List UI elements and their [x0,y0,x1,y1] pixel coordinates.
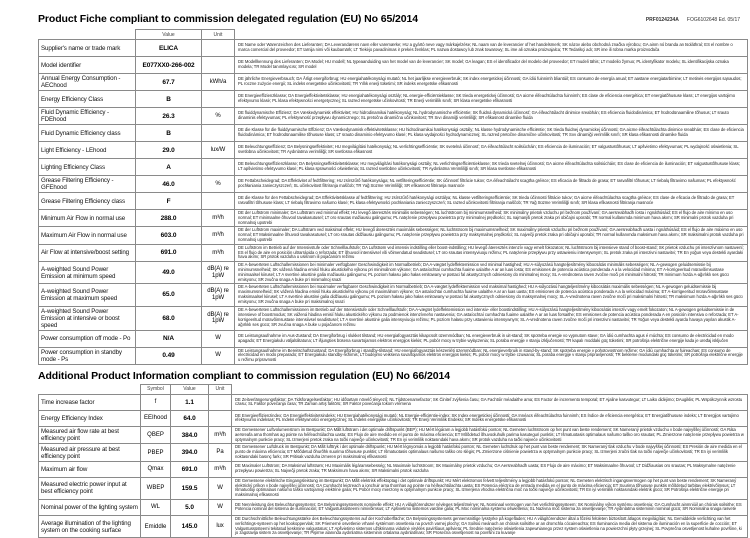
cell-unit: m³/h [202,227,235,244]
cell-label: Minimum Air Flow in normal use [39,210,136,227]
cell-desc: DE A-bewerteten Luftschallemissionen bei maximaler verfügbarer Geschwindigkeit im Normalbetrieb; DA A-vægtet lydeffektemission ved maksimal hastighed; HU A-súlyozású hangteljesítmény kibocsátás maximális sebességen; NL A-gewogen geluidsemissie bij maximumsnelheid; SK vážená hladina emisií hluku akustického výkonu pri maximálnom výkone; GA astaíochtaí cumhachta fuaime ualaithe A ar an luas uasta; ES emisiones de potencia acústica ponderada A a la velocidad máxima; ET A-korrigeeritud müravõimsustase maksimaalsel kiirusel; LT A svertinė akustinė galia didžiausiu galingumu; PL poziom hałasu jako hałas emitowany w postaci fal akustycznych odniesiony do maksymalnej mocy; SL A-vrednotena raven zvočne moči pri maksimalni hitrosti; TR maksimum hızda A-ağırlıklı ses gücü emisyonu; SR zvučna snaga A buke pri maksimalnoj snazi [235,284,748,306]
table-row [39,125,748,142]
cell-unit: m³/h [202,210,235,227]
cell-unit: W [209,499,232,515]
cell-value: 603.0 [136,227,202,244]
table-row [39,159,748,176]
table-row [39,40,748,57]
page-title: Product Fiche compliant to commission delegated regulation (EU) No 65/2014 [38,13,419,25]
cell-desc: DE Gemessener Luftvolumenstrom im Bestpunkt; DA Målt luftstrøm i det optimale driftspunkt (BEP); HU Mért légáram a legjobb hatásfokú ponton; NL Gemeten luchtstroom op het punt van beste rendement; SK Nameraný prietok vzduchu v bode najvyššej účinnosti; GA Ráta aersreafa arna thomhas ag pointe na héifeachtúlachta uasta; ES Flujo de aire medido en el punto de máxima eficiencia; ET Mõõdetud õhuvooluhulk parima kasuteguri punktis; LT Išmatuotasis optimalaus našumo taško oro srautas; PL Zmierzone natężenie przepływu powietrza w optymalnym punkcie pracy; SL Izmerjeni pretok zraka na točki največje učinkovitosti; TR En iyi verimlilik noktasındaki hava akımı; SR protok vazduha na tački najveće učinkovitosti [232,426,748,443]
table-row [39,444,748,461]
cell-label: Air Flow at intensive/boost setting [39,244,136,261]
cell-symbol: PBEP [141,444,171,461]
cell-desc: DE Energieeffizienzklasse; DA Energieffektivitetsklasse; HU energiahatékonysági osztály; NL energie-efficiëntieklasse; SK trieda energetickej účinnosti; GA aicme éifeachtúlachta fuinnimh; ES clase de eficiencia energética; ET energiatõhususe klass; LT energijos vartojimo efektyvumo klasė; PL klasa efektywności energetycznej; SL razred energetske učinkovitosti; TR Enerji verimlilik sınıfı; SR klasa energetske efikasnosti [235,91,748,108]
cell-label: A-weighted Sound Power Emission at maximum speed [39,284,136,306]
cell-desc: DE Nennleistung des Beleuchtungssystems; DA Belysningssystemets nominelle effekt; HU A világítórendszer névleges teljesítménye; NL Nominaal vermogen van het verlichtingssysteem; SK Nominálny výkon systému osvetlenia; GA Cumhacht ainmniúil an chórais soilsithe; ES Potencia nominal del sistema de iluminación; ET Valgustussüsteemi nimivõimsus; LT Apšvietimo sistemos vardinė galia; PL Moc nominalna systemu oświetlenia; SL Nazivna moč sistema za osvetljevanje; TR Aydınlatma sisteminin nominal gücü; SR Nominalna snaga rasvete [232,499,748,515]
cell-label: Nominal power of the lighting system [39,499,141,515]
cell-label: Average illumination of the lighting system on the cooking surface [39,515,141,537]
column-header-symbol: Symbol [141,384,171,394]
cell-label: Measured air flow rate at best efficiency point [39,426,141,443]
cell-label: Time increase factor [39,394,141,410]
cell-desc: DE Leistungsaufnahme im Bereitschaftszustand; DA Energiforbrug i standby-tilstand; HU energiafogyasztás készenléti üzemmódban; NL energieverbruik in stand-by-stand; SK spotreba energie v pohotovostnom režime; GA ídiú cumhachta ar fuireachas; ES consumo de electricidad en modo preparado; ET Energiakulu standby-režiimis; LT budėjimo veiksena suvartojamos elektros energijos kiekis; PL pobór mocy w trybie czuwania; SL poraba energije v stanju pripravljenosti; TR bekleme modundaki güç tüketimi; SR potrošnja električne energije u režimu pripravnosti [235,347,748,364]
cell-value: B [136,91,202,108]
cell-value: 0.49 [136,347,202,364]
document-codes [646,17,740,23]
cell-value: 691.0 [136,244,202,261]
cell-label: Maximum Air Flow in normal use [39,227,136,244]
additional-info-title: Additional Product Information compliant to commission regulation (EU) No 66/2014 [38,369,450,382]
cell-unit [209,394,232,410]
table-row [39,227,748,244]
header-spacer [235,30,748,40]
cell-desc: DE Maximaler Luftstrom; DA Maksimal luftstrøm; HU Maximális légáramsebesség; NL Maximale luchtstroom; SK Maximálny prietok vzduchu; GA Aersreabhadh uasta; ES Flujo de aire máximo; ET Maksimaalne õhuvool; LT Didžiausias oro srautas; PL Maksymalne natężenie przepływu powietrza; SL Največji pretok zraka; TR Maksimum hava akımı; SR Maksimalni protok vazduha [232,461,748,477]
header-spacer [39,30,136,40]
cell-desc: DE die Klasse für die fluiddynamische Effizienz; DA Væskedynamisk effektivitetsklasse; HU hidrodinamikai hatékonysági osztály; NL klasse hydrodynamische efficiëntie; SK trieda fluidnej dynamickej účinnosti; GA aicme éifeachtúlachta dinimice sreabhán; ES clase de eficiencia fluidodinámica; ET hüdrodünaamilise tõhususe klass; LT srauto dinaminio efektyvumo klasė; PL klasa wydajności hydrodynamicznej; SL razred pretočne dinamične učinkovitosti; TR Sıvı dinamiği verimlilik sınıfı; SR klasa efikasnosti dinamike fluida [235,125,748,142]
cell-unit: dB(A) re 1pW [202,306,235,330]
cell-unit: m³/h [202,244,235,261]
table-row [39,284,748,306]
cell-desc: DE Durchschnittliche Beleuchtungsstärke des Beleuchtungssystems auf der Kochoberfläche; DA Belysningssystemets gennemsnitlige lysstyrke på kogefladen; HU A világítórendszer által a főzési felületen biztosított átlagos megvilágítás; NL Gemiddelde verlichting van het verlichtings-systeem op het kookoppervlak; SK Priemerné osvetlenie vrhané systémom osvetlenia na povrch varnej plochy; GA Soilsiú meánach an chórais soilsithe ar an dromchla cócaireachta; ES Iluminancia media del sistema de iluminación en la superficie de cocción; ET Valgustussüsteemi tekitatud keskmine valgustatus; LT Apšvietimo sistemos užtikrinama vidutinė viryklės paviršiaus apšvieta; PL Średnie natężenie oświetlenia zapewnianego przez system oświetlenia na powierzchni płyty grzejnej; SL Povprečna osvetljenost kuhalne površine, ki jo zagotavlja sistem za osvetljevanje; TR Pişirme alanında aydınlatma sisteminin ortalama aydınlatması; SR Prosečna osvetljenost na površini za kuvanje [232,515,748,537]
cell-symbol: EEIhood [141,410,171,426]
cell-label: Fluid Dynamic Efficiency class [39,125,136,142]
cell-label: A-weighted Sound Power Emission at intensive or boost speed [39,306,136,330]
cell-label: Model identifier [39,57,136,74]
column-header-unit: Unit [202,30,235,40]
table-row [39,394,748,410]
cell-desc: DE Name oder Warenzeichen des Lieferanten; DA Leverandørens navn eller varemærke; HU a gyártó neve vagy márkajelzése; NL naam van de leverancier of het handelsmerk; SK názov alebo obchodná značka výrobcu; GA ainm nó branda an tsoláthraí; ES el nombre o marca comercial del proveedor; ET tarnija nimi või kaubamärk; LT Tiekėjo pavadinimas ir prekės ženklas; PL nazwa dostawcy lub znak towarowy; SL ime ali oznaka proizvajalca; TR Tedarikçi adı; SR ime ili robna marka proizvođača [235,40,748,57]
cell-label: Fluid Dynamic Efficiency - FDEhood [39,108,136,125]
cell-desc: DE jährliche Energieverbrauch; DA Årligt energiforbrug; HU energiahatékonysági mutató; NL het jaarlijkse energieverbruik; SK index energetickej účinnosti; GA ídiú fuinnimh bliantúil; ES consumo de energía anual; ET aastane energiatarbimine; LT metinės energijos sąnaudos; PL roczne zużycie energii; SL indeks energetske učinkovitosti; TR Yıllık enerji tüketimi; SR indeks energetske efikasnosti [235,74,748,91]
table-row [39,108,748,125]
cell-value: N/A [136,330,202,347]
cell-value: E077XX0-266-002 [136,57,202,74]
product-fiche-table [38,29,748,365]
cell-value: 288.0 [136,210,202,227]
cell-unit: m³/h [209,426,232,443]
cell-unit: dB(A) re 1pW [202,284,235,306]
cell-value: 394.0 [171,444,209,461]
table-row [39,74,748,91]
table-header-row [39,30,748,40]
cell-label: Energy Efficiency Class [39,91,136,108]
doc-edition: FOG6102648 Ed. 05/17 [686,17,740,23]
cell-unit: % [202,176,235,193]
cell-desc: DE Energieeffizienzindex; DA Energieffektivitetsindeks; HU Energiahatékonysági mutató; NL Energie-efficiëntie-index; SK Index energetickej účinnosti; GA Innéacs éifeachtúlachta fuinnimh; ES Índice de eficiencia energética; ET Energiatõhususe indeks; LT Energijos vartojimo efektyvumo indeksas; PL Indeks efektywności energetycznej; SL Indeks energijske učinkovitosti; TR Enerji Verimlilik Endeksi; SR Indeks energetske efikasnosti [232,410,748,426]
table-row [39,477,748,499]
cell-value: 159.5 [171,477,209,499]
table-row [39,91,748,108]
cell-unit: lux [209,515,232,537]
cell-desc: DE fluiddynamische Effizienz; DA Væskedynamisk effektivitet; HU hidrodinamikai hatékonyság; NL hydrodynamische efficiëntie; SK fluidná dynamická účinnosť; GA éifeachtúlacht dinimice sreabhán; ES eficiencia fluidodinámica; ET hüdrodünaamiline tõhusus; LT srauto dinaminis efektyvumas; PL efektywność przepływu dynamicznego; SL pretočna dinamična učinkovitost; TR Sıvı dinamiği verimliliği; SR efikasnost dinamike fluida [235,108,748,125]
cell-desc: DE Modellkennung des Lieferanten; DA Model; HU modell; NL typeaanduiding van het model van de leverancier; SK model; GA leagan; ES el identificador del modelo del proveedor; ET mudeli tähis; LT modelio žymuo; PL identyfikator modelu; SL identifikacijska oznaka modela; TR Model tanımlayıcısı; SR model [235,57,748,74]
cell-desc: DE Beleuchtungseffizienz; DA Belysningseffektivitet; HU megvilágítási hatékonyság; NL verlichtingsefficiëntie; SK svetelná účinnosť; GA éifeachtúlacht soilsiúcháin; ES eficiencia de iluminación; ET valgustustõhusus; LT apšvietimo efektyvumas; PL wydajność oświetlenia; SL svetlobna učinkovitost; TR Aydınlatma verimliliği; SR svetlosna efikasnost [235,142,748,159]
cell-value: 67.7 [136,74,202,91]
cell-desc: DE der Luftstrom minimaler; DA Luftstrøm ved minimal effekt; HU levegő áteresztés minimális sebességen; NL luchtstroom bij minimumsnelheid; SK minimálny prietok vzduchu pri bežnom používaní; GA aersreabhadh íosta i ngnáthúsáid; ES el flujo de aire mínimo en uso normal; ET minimaalne õhuvool tavakasutusel; LT oro srautas mažiausiu galingumu; PL natężenie przepływu powietrza przy minimalnej prędkości; SL najmanjši pretok zraka pri običajni uporabi; TR normal kullanımda minimum hava akımı; SR minimalni protok vazduha pri normalnoj upotrebi [235,210,748,227]
table-row [39,515,748,537]
table-row [39,193,748,210]
cell-unit: m³/h [209,461,232,477]
cell-desc: DE A-bewerteten Luftschallemissionen bei minimaler verfügbarer Geschwindigkeit im Normalbetrieb; DA A-vægtet lydeffektemission ved minimal hastighed; HU A-súlyozású hangteljesítmény kibocsátás minimális sebességen; NL A-gewogen geluidsemissie bij minimumsnelheid; SK vážená hladina emisií hluku akustického výkonu pri minimálnom výkone; GA astaíochtaí cumhachta fuaime ualaithe A ar an luas íosta; ES emisiones de potencia acústica ponderada A a la velocidad mínima; ET A-korrigeeritud müravõimsustase minimaalsel kiirusel; LT A svertinė akustinė galia mažiausiu galingumu; PL poziom hałasu jako hałas emitowany w postaci fal akustycznych odniesiony do minimalnej mocy; SL A-vrednotena raven zvočne moči pri minimalni hitrosti; TR minimum hızda A-ağırlıklı ses gücü emisyonu; SR zvučna snaga A buke pri minimalnoj snazi [235,262,748,284]
table-row [39,176,748,193]
cell-unit [202,159,235,176]
cell-symbol: WBEP [141,477,171,499]
cell-value: 29.0 [136,142,202,159]
cell-value: 5.0 [171,499,209,515]
cell-label: Measured electric power input at best efficiency point [39,477,141,499]
cell-label: Power consumption in standby mode - Ps [39,347,136,364]
cell-unit: kWh/a [202,74,235,91]
table-row [39,262,748,284]
cell-desc: DE Beleuchtungseffizienzklasse; DA Belysningseffektivitetsklasse; HU megvilágítási hatékonysági osztály; NL verlichtingsefficiëntieklasse; SK trieda svetelnej účinnosti; GA aicme éifeachtúlachta soilsiúcháin; ES clase de eficiencia de iluminación; ET valgustustõhususe klass; LT apšvietimo efektyvumo klasė; PL klasa sprawności oświetlenia; SL razred svetlobne učinkovitosti; TR Aydınlatma Verimliliği sınıfı; SR klasa svetlosne efikasnosti [235,159,748,176]
cell-value: 384.0 [171,426,209,443]
table-row [39,306,748,330]
cell-label: Supplier's name or trade mark [39,40,136,57]
cell-unit: W [202,347,235,364]
cell-unit [202,57,235,74]
cell-value: 65.0 [136,284,202,306]
cell-label: Maximum air flow [39,461,141,477]
table-row [39,347,748,364]
cell-value: A [136,159,202,176]
cell-label: Energy Efficiency Index [39,410,141,426]
cell-value: ELICA [136,40,202,57]
column-header-value: Value [171,384,209,394]
table-row [39,410,748,426]
cell-desc: DE die Klasse für den Fettabscheidegrad; DA Effektivitetsklasse af fedtfiltrering; HU zsírszűrő hatékonysági osztálya; NL klasse vetfilteringsefficiëntie; SK trieda účinnosti filtrácie tukov; GA aicme éifeachtúlachta scagtha gréisce; ES clase de eficacia de filtrado de grasa; ET rasvafiltri tõhususe klass; LT riebalų filtravimo našumo klasė; PL klasa efektywności pochłaniania zanieczyszczeń; SL razred učinkovitosti filtriranja maščob; TR Yağ Süzme Verimliliği sınıfı; SR klasa efikasnosti filtriranja masnoće [235,193,748,210]
table-row [39,461,748,477]
cell-desc: DE Luftstrom im Betrieb auf der Intensivstufe oder Schnelllaufstufe; DA Luftstrøm ved intensiv indstilling eller boost-indstilling; HU levegő áteresztés intenzív vagy emelt fokozaton; NL luchtstroom bij intensieve stand of boost-stand; SK prietok vzduchu pri intenzívnom nastavení; ES el flujo de aire en posición ultrarrápida o reforzada; ET õhuvool intensiivsel või võimendatud seadistusel; LT oro srautas intensyviuoju režimu; PL natężenie przepływu przy ustawieniu intensywnym; SL pretok zraka pri intenzivni nastavitvi; TR En yoğun veya destekli ayardaki hava akımı; SR protok vazduha u usisnom ili pojačanom režimu [235,244,748,261]
table-header-row [39,384,748,394]
cell-desc: DE Gemessene elektrische Eingangsleistung im Bestpunkt; DA Målt elektrisk effektoptag i det optimale driftspunkt; HU Mért elektromos felvett teljesítmény a legjobb hatásfokú ponton; NL Gemeten elektrisch ingangsvermogen op het punt van beste rendement; SK Nameraný elektrický príkon v bode najvyššej účinnosti; GA Cumhacht leictreach a ionchuir arna thomhas ag pointe na héifeachtúlachta uasta; ES Potencia eléctrica de entrada medida en el punto de máxima eficiencia; ET Suurima tõhususe punktis mõõdetud tarbitav elektrivõimsus; LT Išmatuotoji optimalaus našumo taško vartojamoji elektrinė galia; PL Pobór mocy mierzony w optymalnym punkcie pracy; SL Izmerjena vhodna električna moč na točki največje učinkovitosti; TR En iyi verimlilik noktasındaki elektrik gücü; SR Potrošnja električne energije pri maksimalnoj efikasnosti [232,477,748,499]
cell-label: A-weighted Sound Power Emission at minimum speed [39,262,136,284]
cell-label: Grease Filtering Efficiency class [39,193,136,210]
cell-symbol: WL [141,499,171,515]
cell-unit: W [209,477,232,499]
cell-symbol: f [141,394,171,410]
table-row [39,244,748,261]
header-spacer [232,384,748,394]
cell-value: 26.3 [136,108,202,125]
additional-info-table [38,384,748,538]
cell-desc: DE Zeitverlängerungsfaktor; DA Tidsforøgelsesfaktor; HU időtartam növelő tényező; NL Tijdstoenamefactor; SK Činiteľ zvýšenia času; GA Fachtóir méadaithe ama; ES Factor de incremento temporal; ET Ajaline kasvutegur; LT Laiko didėjimo; DAugiklis; PL Współczynnik wzrostu czasu; SL Faktor povečanja časa; TR Zaman artış faktörü; SR Faktor povećanja tokom vremena [232,394,748,410]
cell-value: 49.0 [136,262,202,284]
cell-unit [202,193,235,210]
cell-label: Power consumption off mode - Po [39,330,136,347]
table-row [39,426,748,443]
cell-label: Measured air pressure at best efficiency point [39,444,141,461]
table-row [39,499,748,515]
cell-label: Light Efficiency - LEhood [39,142,136,159]
cell-unit [202,91,235,108]
column-header-value: Value [136,30,202,40]
cell-desc: DE Gemessener Luftdruck im Bestpunkt; DA Målt lufttryk i det optimale driftspunkt; HU Mért légnyomás a legjobb hatásfokú ponton; NL Gemeten luchtdruk op het punt van beste rendement; SK Nameraný tlak vzduchu v bode najvyššej účinnosti; ES Presión de aire medida en el punto de máxima eficiencia; ET Mõõdetud õhurõhk suurima tõhususe punktis; LT Išmatuotasis optimalaus našumo taško oro slėgis; PL Zmierzone ciśnienie powietrza w optymalnym punkcie pracy; SL Izmerjeni zračni tlak na točki največje učinkovitosti; TR En iyi verimlilik noktasındaki basınç farkı; SR Pritisak vazduha izmeren pri maksimalnoj efikasnosti [232,444,748,461]
table-row [39,57,748,74]
cell-value: 64.0 [171,410,209,426]
cell-symbol: Emiddle [141,515,171,537]
cell-label: Annual Energy Consumption - AEChood [39,74,136,91]
table-row [39,330,748,347]
table-row [39,210,748,227]
cell-desc: DE der Luftstrom maximaler; DA Luftstrøm ved maksimal effekt; HU levegő áteresztés maximális sebességen; NL luchtstroom bij maximumsnelheid; SK maximálny prietok vzduchu pri bežnom používaní; GA aersreabhadh uasta i ngnáthúsáid; ES el flujo de aire máximo en uso normal; ET Maksimaalne õhuvool tavakasutusel; LT oro srautas didžiausiu galingumu; PL natężenie przepływu powietrza przy maksymalnej prędkości; SL največji pretok zraka pri običajni uporabi; TR normal kullanımda maksimum hava akımı; SR maksimalni protok vazduha pri normalnoj upotrebi [235,227,748,244]
column-header-unit: Unit [209,384,232,394]
cell-desc: DE Fettabscheidegrad; DA Effektivitet af fedtfiltrering; HU zsírszűrő hatékonysága; NL vetfilteringsefficiëntie; SK účinnosť filtrácie tukov; GA éifeachtúlacht scagtha gréisce; ES eficacia de filtrado de grasa; ET rasvafiltri tõhusus; LT riebalų filtravimo našumas; PL efektywność pochłaniania zanieczyszczeń; SL učinkovitost filtriranja maščob; TR Yağ Süzme Verimliliği; SR efikasnost filtriranja masnoće [235,176,748,193]
cell-value: 145.0 [171,515,209,537]
cell-value: 1.1 [171,394,209,410]
cell-symbol: Qmax [141,461,171,477]
cell-desc: DE A-bewerteten Luftschallemissionen im Betrieb auf der Intensivstufe oder Schnelllaufstufe; DA A-vægtet lydeffektemission ved intensiv- eller boostindstilling; HU A-súlyozású hangteljesítmény kibocsátás intenzív vagy emelt fokozaton; NL A-gewogen geluidsemissie in de intensieve of boostmodus; SK vážená hladina emisií hluku akustického výkonu za podmienok intenzívneho nastavenia; GA astaíochtaí cumhachta fuaime ualaithe A ar an luas forsaithe; ES emisiones de potencia acústica ponderada A en posición intensiva o reforzada; ET A-korrigeeritud müravõimsustase intensiivsel seadistusel; LT A svertinė akustinė galia intensyviuoju režimu; PL poziom hałasu przy ustawieniu intensywnym; SL A-vrednotena raven zvočne moči pri intenzivni nastavitvi; TR Yoğun veya destekli ayarda havaya yayılan akustik A-ağırlıklı ses gücü; SR zvučna snaga A buke u pojačanom režimu [235,306,748,330]
cell-label: Lighting Efficiency Class [39,159,136,176]
cell-value: 46.0 [136,176,202,193]
cell-unit: dB(A) re 1pW [202,262,235,284]
cell-unit: % [202,108,235,125]
cell-unit [202,125,235,142]
doc-code: PRF0124234A [645,17,679,23]
cell-unit [209,410,232,426]
cell-unit [202,40,235,57]
cell-symbol: QBEP [141,426,171,443]
cell-unit: lux/W [202,142,235,159]
cell-value: B [136,125,202,142]
header-spacer [39,384,141,394]
cell-value: 691.0 [171,461,209,477]
cell-desc: DE Leistungsaufnahme im Aus-Zustand; DA Energiforbrug i slukket tilstand; HU energiafogyasztás kikapcsolt üzemmódban; NL energieverbruik in uit-stand; SK spotreba energie vo vypnutom stave; GA ídiú cumhachta agus é múchta; ES consumo de electricidad en modo apagado; ET Energiakulu väljalülitatuna; LT išjungties būsena suvartojamos elektros energijos kiekis; PL pobór mocy w trybie wyłączenia; SL poraba energije v stanju izključenosti; TR kapalı moddaki güç tüketimi; SR potrošnja električne energije kada je uređaj isključen [235,330,748,347]
cell-unit: W [202,330,235,347]
table-row [39,142,748,159]
cell-label: Grease Filtering Efficiency - GFEhood [39,176,136,193]
cell-value: 68.0 [136,306,202,330]
cell-value: F [136,193,202,210]
cell-unit: Pa [209,444,232,461]
